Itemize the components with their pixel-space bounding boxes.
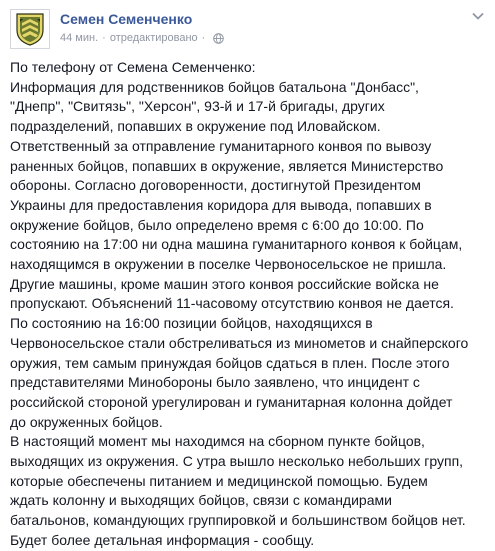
post-line: батальонов, командующих группировкой и большинством бойцов нет.	[10, 512, 466, 529]
post-line: По телефону от Семена Семенченко:	[10, 59, 256, 75]
post-line: находящимся в окружении в поселке Червоносельское не пришла.	[10, 256, 447, 273]
post-line: раненных бойцов, попавших в окружение, является Министерство	[10, 157, 444, 174]
post-line: ждать колонну и выходящих бойцов, связи с командирами	[10, 492, 392, 509]
post-line: обороны. Согласно договоренности, достигнутой Президентом	[10, 177, 421, 194]
post-line: подразделений, попавших в окружение под Иловайском.	[10, 118, 381, 135]
post-line: Червоносельское стали обстреливаться из минометов и снайперского	[10, 334, 469, 351]
post-line: до окруженных бойцов.	[10, 413, 163, 430]
post-timestamp[interactable]: 44 мин.	[60, 32, 99, 44]
post-line: По состоянию на 16:00 позиции бойцов, находящихся в	[10, 315, 373, 332]
post-line: В настоящий момент мы находимся на сборном пункте бойцов,	[10, 433, 425, 450]
post-line: выходящих из окружения. С утра вышло несколько небольших групп,	[10, 453, 464, 470]
post-line: Будет более детальная информация - сообщу.	[10, 531, 315, 548]
post-line: Украины для предоставления коридора для вывода, попавших в	[10, 196, 432, 213]
meta-separator-2: ·	[201, 32, 206, 44]
post-message	[10, 58, 490, 551]
post-line: оружия, тем самым принуждая бойцов сдаться в плен. После этого	[10, 354, 450, 371]
post-header	[10, 9, 485, 53]
author-name[interactable]: Семен Семенченко	[60, 11, 193, 27]
edited-label[interactable]: отредактировано	[109, 32, 198, 44]
battalion-emblem-icon	[11, 10, 49, 48]
post-line: российской стороной урегулирован и гуманитарная колонна дойдет	[10, 393, 453, 410]
post-line: пропускают. Объяснений 11-часовому отсутствию конвоя не дается.	[10, 295, 454, 312]
avatar[interactable]	[10, 9, 50, 49]
meta-separator: ·	[102, 32, 106, 44]
post-line: Информация для родственников бойцов батальона "Донбасс",	[10, 78, 419, 95]
globe-icon[interactable]	[213, 33, 224, 44]
post-line: "Днепр", "Свитязь", "Херсон", 93-й и 17-й бригады, других	[10, 98, 385, 115]
post-meta	[60, 32, 224, 44]
post-line: которые обеспечены питанием и медицинской помощью. Будем	[10, 472, 428, 489]
post-line: Другие машины, кроме машин этого конвоя российские войска не	[10, 275, 439, 292]
post-line: состоянию на 17:00 ни одна машина гуманитарного конвоя к бойцам,	[10, 236, 463, 253]
post-line: представителями Минобороны было заявлено, что инцидент с	[10, 374, 420, 391]
post-line: окружение бойцов, было определено время с 6:00 до 10:00. По	[10, 216, 424, 233]
post-line: Ответственный за отправление гуманитарного конвоя по вывозу	[10, 137, 432, 154]
chevron-down-icon[interactable]	[471, 9, 485, 23]
